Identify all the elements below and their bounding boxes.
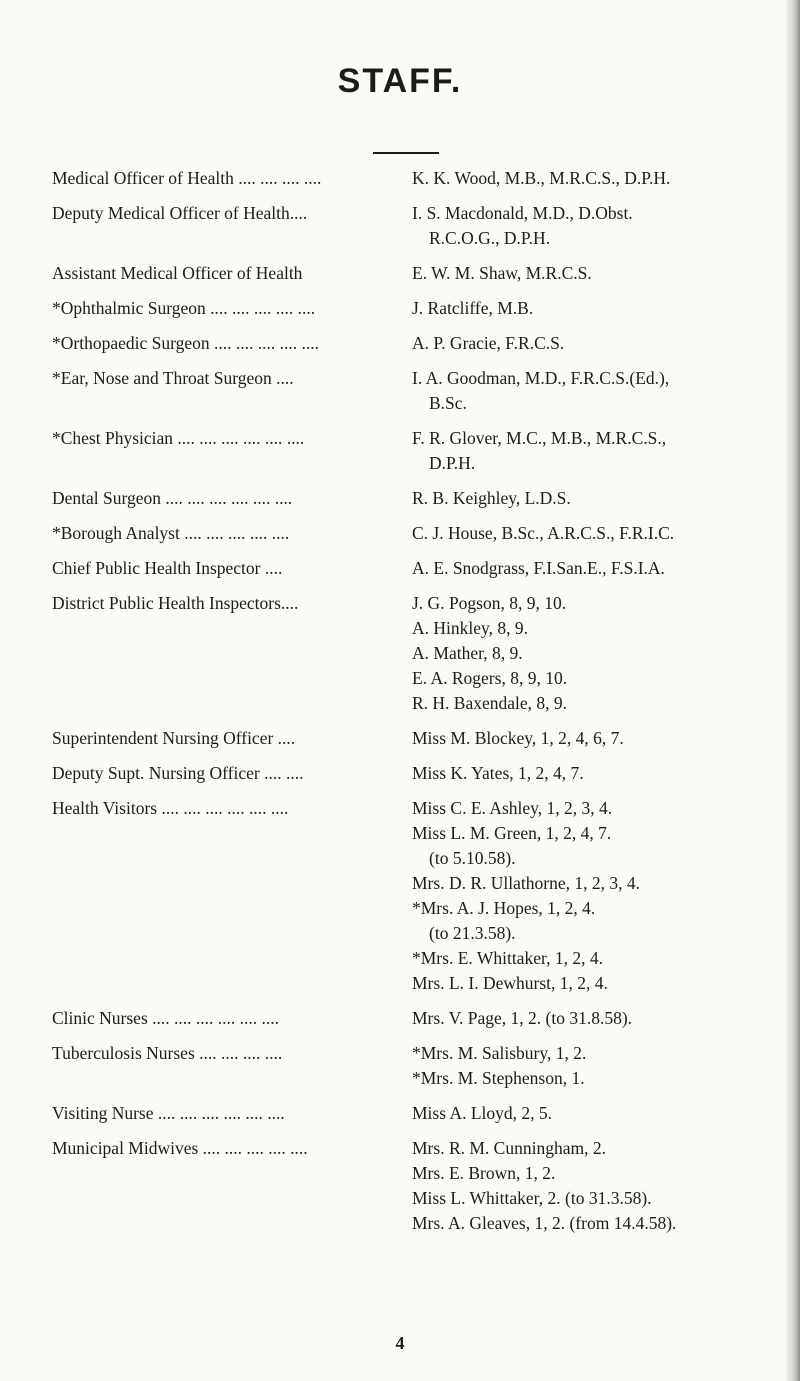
staff-persons: [412, 426, 792, 476]
page-title: STAFF.: [337, 62, 463, 100]
staff-person: E. A. Rogers, 8, 9, 10.: [412, 668, 568, 688]
staff-person: Mrs. D. R. Ullathorne, 1, 2, 3, 4.: [412, 873, 640, 893]
staff-person: Mrs. L. I. Dewhurst, 1, 2, 4.: [412, 973, 608, 993]
staff-row: [0, 521, 800, 546]
staff-role: Visiting Nurse .... .... .... .... .... ....: [52, 1103, 285, 1123]
staff-row: [0, 486, 800, 511]
staff-row: [0, 426, 800, 476]
staff-role: Health Visitors .... .... .... .... .... ....: [52, 798, 289, 818]
staff-person: R.C.O.G., D.P.H.: [429, 228, 551, 248]
staff-person: D.P.H.: [429, 453, 476, 473]
staff-row: [0, 166, 800, 191]
staff-role: *Borough Analyst .... .... .... .... ....: [52, 523, 290, 543]
staff-list: [0, 156, 800, 1236]
staff-row: [0, 556, 800, 581]
staff-person: Miss L. M. Green, 1, 2, 4, 7.: [412, 823, 612, 843]
staff-person: Miss L. Whittaker, 2. (to 31.3.58).: [412, 1188, 652, 1208]
staff-row: [0, 296, 800, 321]
staff-role: Assistant Medical Officer of Health: [52, 263, 303, 283]
staff-row: [0, 591, 800, 716]
staff-person: Miss M. Blockey, 1, 2, 4, 6, 7.: [412, 728, 624, 748]
staff-persons: [412, 331, 792, 356]
staff-row: [0, 1041, 800, 1091]
staff-person: E. W. M. Shaw, M.R.C.S.: [412, 263, 592, 283]
staff-role: *Orthopaedic Surgeon .... .... .... .... ....: [52, 333, 320, 353]
staff-row: [0, 331, 800, 356]
staff-person: (to 5.10.58).: [429, 848, 516, 868]
staff-person: I. A. Goodman, M.D., F.R.C.S.(Ed.),: [412, 368, 670, 388]
staff-persons: [412, 1101, 792, 1126]
staff-person: Miss A. Lloyd, 2, 5.: [412, 1103, 553, 1123]
staff-person: C. J. House, B.Sc., A.R.C.S., F.R.I.C.: [412, 523, 675, 543]
staff-person: R. B. Keighley, L.D.S.: [412, 488, 571, 508]
staff-persons: [412, 261, 792, 286]
staff-person: R. H. Baxendale, 8, 9.: [412, 693, 568, 713]
staff-role: District Public Health Inspectors....: [52, 593, 299, 613]
staff-person: Mrs. E. Brown, 1, 2.: [412, 1163, 556, 1183]
staff-person: J. Ratcliffe, M.B.: [412, 298, 534, 318]
staff-person: Mrs. R. M. Cunningham, 2.: [412, 1138, 606, 1158]
staff-persons: [412, 166, 792, 191]
staff-persons: [412, 726, 792, 751]
staff-person: Miss C. E. Ashley, 1, 2, 3, 4.: [412, 798, 613, 818]
staff-row: [0, 761, 800, 786]
staff-row: [0, 261, 800, 286]
staff-row: [0, 1006, 800, 1031]
staff-role: Deputy Supt. Nursing Officer .... ....: [52, 763, 304, 783]
staff-persons: [412, 296, 792, 321]
staff-persons: [412, 1136, 792, 1236]
staff-person: B.Sc.: [429, 393, 467, 413]
staff-persons: [412, 1006, 792, 1031]
staff-person: F. R. Glover, M.C., M.B., M.R.C.S.,: [412, 428, 667, 448]
staff-role: Medical Officer of Health .... .... .... ....: [52, 168, 322, 188]
staff-person: Miss K. Yates, 1, 2, 4, 7.: [412, 763, 584, 783]
staff-person: Mrs. V. Page, 1, 2. (to 31.8.58).: [412, 1008, 633, 1028]
staff-row: [0, 726, 800, 751]
page-number: 4: [395, 1333, 405, 1353]
staff-person: Mrs. A. Gleaves, 1, 2. (from 14.4.58).: [412, 1213, 677, 1233]
staff-person: A. E. Snodgrass, F.I.San.E., F.S.I.A.: [412, 558, 665, 578]
staff-role: Clinic Nurses .... .... .... .... .... ....: [52, 1008, 280, 1028]
staff-row: [0, 796, 800, 996]
staff-persons: [412, 486, 792, 511]
staff-role: Municipal Midwives .... .... .... .... ....: [52, 1138, 308, 1158]
staff-persons: [412, 521, 792, 546]
staff-person: *Mrs. M. Stephenson, 1.: [412, 1068, 585, 1088]
staff-person: (to 21.3.58).: [429, 923, 516, 943]
staff-persons: [412, 796, 792, 996]
staff-role: *Ear, Nose and Throat Surgeon ....: [52, 368, 294, 388]
staff-row: [0, 201, 800, 251]
title-rule: [373, 152, 439, 154]
staff-role: Tuberculosis Nurses .... .... .... ....: [52, 1043, 283, 1063]
staff-persons: [412, 591, 792, 716]
staff-role: Dental Surgeon .... .... .... .... .... ....: [52, 488, 293, 508]
staff-role: Superintendent Nursing Officer ....: [52, 728, 296, 748]
staff-person: K. K. Wood, M.B., M.R.C.S., D.P.H.: [412, 168, 671, 188]
staff-role: Deputy Medical Officer of Health....: [52, 203, 308, 223]
staff-persons: [412, 366, 792, 416]
staff-person: *Mrs. A. J. Hopes, 1, 2, 4.: [412, 898, 596, 918]
staff-person: A. Hinkley, 8, 9.: [412, 618, 529, 638]
staff-role: *Chest Physician .... .... .... .... .... ....: [52, 428, 305, 448]
staff-row: [0, 1136, 800, 1236]
staff-row: [0, 1101, 800, 1126]
staff-person: *Mrs. M. Salisbury, 1, 2.: [412, 1043, 587, 1063]
staff-row: [0, 366, 800, 416]
staff-person: A. Mather, 8, 9.: [412, 643, 523, 663]
staff-person: J. G. Pogson, 8, 9, 10.: [412, 593, 567, 613]
page-edge-shadow: [786, 0, 800, 1381]
staff-persons: [412, 556, 792, 581]
staff-persons: [412, 1041, 792, 1091]
staff-person: A. P. Gracie, F.R.C.S.: [412, 333, 565, 353]
staff-role: Chief Public Health Inspector ....: [52, 558, 283, 578]
staff-person: *Mrs. E. Whittaker, 1, 2, 4.: [412, 948, 603, 968]
staff-person: I. S. Macdonald, M.D., D.Obst.: [412, 203, 633, 223]
staff-persons: [412, 201, 792, 251]
staff-persons: [412, 761, 792, 786]
staff-role: *Ophthalmic Surgeon .... .... .... .... ....: [52, 298, 316, 318]
